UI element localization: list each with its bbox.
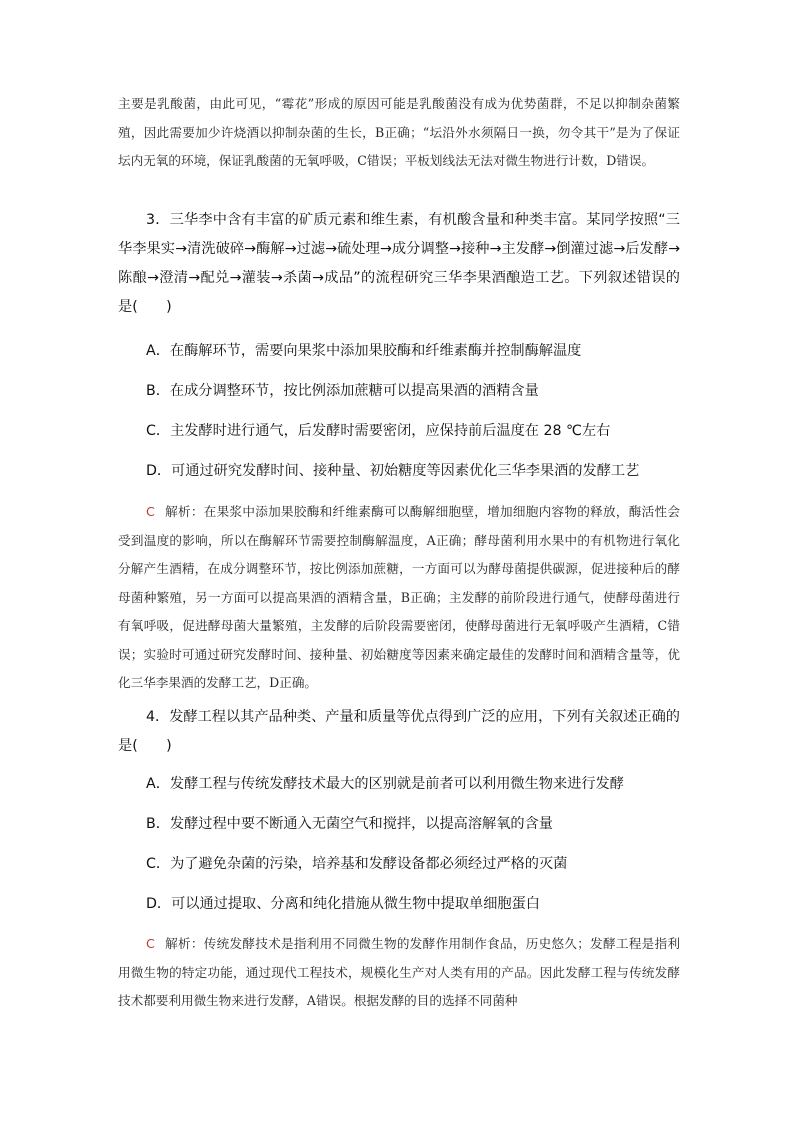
q3-analysis [118, 498, 680, 698]
q4-analysis-text: 解析：传统发酵技术是指利用不同微生物的发酵作用制作食品，历史悠久；发酵工程是指利用微生物的特定功能，通过现代工程技术，规模化生产对人类有用的产品。因此发酵工程与传统发酵技术都要利用微生物来进行发酵，A错误。根据发酵的目的选择不同菌种 [118, 936, 680, 1008]
prev-question-analysis: 主要是乳酸菌，由此可见，“霉花”形成的原因可能是乳酸菌没有成为优势菌群，不足以抑制杂菌繁殖，因此需要加少许烧酒以抑制杂菌的生长，B正确；“坛沿外水须隔日一换，勿令其干”是为了保证坛内无氧的环境，保证乳酸菌的无氧呼吸，C错误；平板划线法无法对微生物进行计数，D错误。 [118, 96, 680, 168]
q4-option-b: B．发酵过程中要不断通入无菌空气和搅拌，以提高溶解氧的含量 [146, 816, 553, 832]
q3-option-a: A．在酶解环节，需要向果浆中添加果胶酶和纤维素酶并控制酶解温度 [146, 343, 582, 359]
q3-stem-text: 3．三华李中含有丰富的矿质元素和维生素，有机酸含量和种类丰富。某同学按照“三华李果实→清洗破碎→酶解→过滤→硫处理→成分调整→接种→主发酵→倒灌过滤→后发酵→陈酿→澄清→配兑→灌装→杀菌→成品”的流程研究三华李果酒酿造工艺。下列叙述错误的是( ) [118, 212, 680, 315]
q4-option-c: C．为了避免杂菌的污染，培养基和发酵设备都必须经过严格的灭菌 [146, 856, 568, 872]
q4-stem [118, 703, 680, 761]
q3-option-d: D．可通过研究发酵时间、接种量、初始糖度等因素优化三华李果酒的发酵工艺 [146, 463, 640, 479]
q3-stem [118, 206, 680, 322]
q4-option-d: D．可以通过提取、分离和纯化措施从微生物中提取单细胞蛋白 [146, 896, 540, 912]
q4-answer: C [146, 936, 155, 951]
q4-stem-text: 4．发酵工程以其产品种类、产量和质量等优点得到广泛的应用，下列有关叙述正确的是( ) [118, 709, 680, 754]
q4-analysis [118, 930, 680, 1016]
q3-answer: C [146, 504, 155, 519]
q3-option-b: B．在成分调整环节，按比例添加蔗糖可以提高果酒的酒精含量 [146, 383, 539, 399]
q3-option-c: C．主发酵时进行通气，后发酵时需要密闭，应保持前后温度在 28 ℃左右 [146, 423, 611, 439]
q3-analysis-text: 解析：在果浆中添加果胶酶和纤维素酶可以酶解细胞壁，增加细胞内容物的释放，酶活性会受到温度的影响，所以在酶解环节需要控制酶解温度，A正确；酵母菌利用水果中的有机物进行氧化分解产生酒精，在成分调整环节，按比例添加蔗糖，一方面可以为酵母菌提供碳源，促进接种后的酵母菌种繁殖，另一方面可以提高果酒的酒精含量，B正确；主发酵的前阶段进行通气，使酵母菌进行有氧呼吸，促进酵母菌大量繁殖，主发酵的后阶段需要密闭，使酵母菌进行无氧呼吸产生酒精，C错误；实验时可通过研究发酵时间、接种量、初始糖度等因素来确定最佳的发酵时间和酒精含量等，优化三华李果酒的发酵工艺，D正确。 [118, 504, 680, 690]
q4-option-a: A．发酵工程与传统发酵技术最大的区别就是前者可以利用微生物来进行发酵 [146, 776, 624, 792]
